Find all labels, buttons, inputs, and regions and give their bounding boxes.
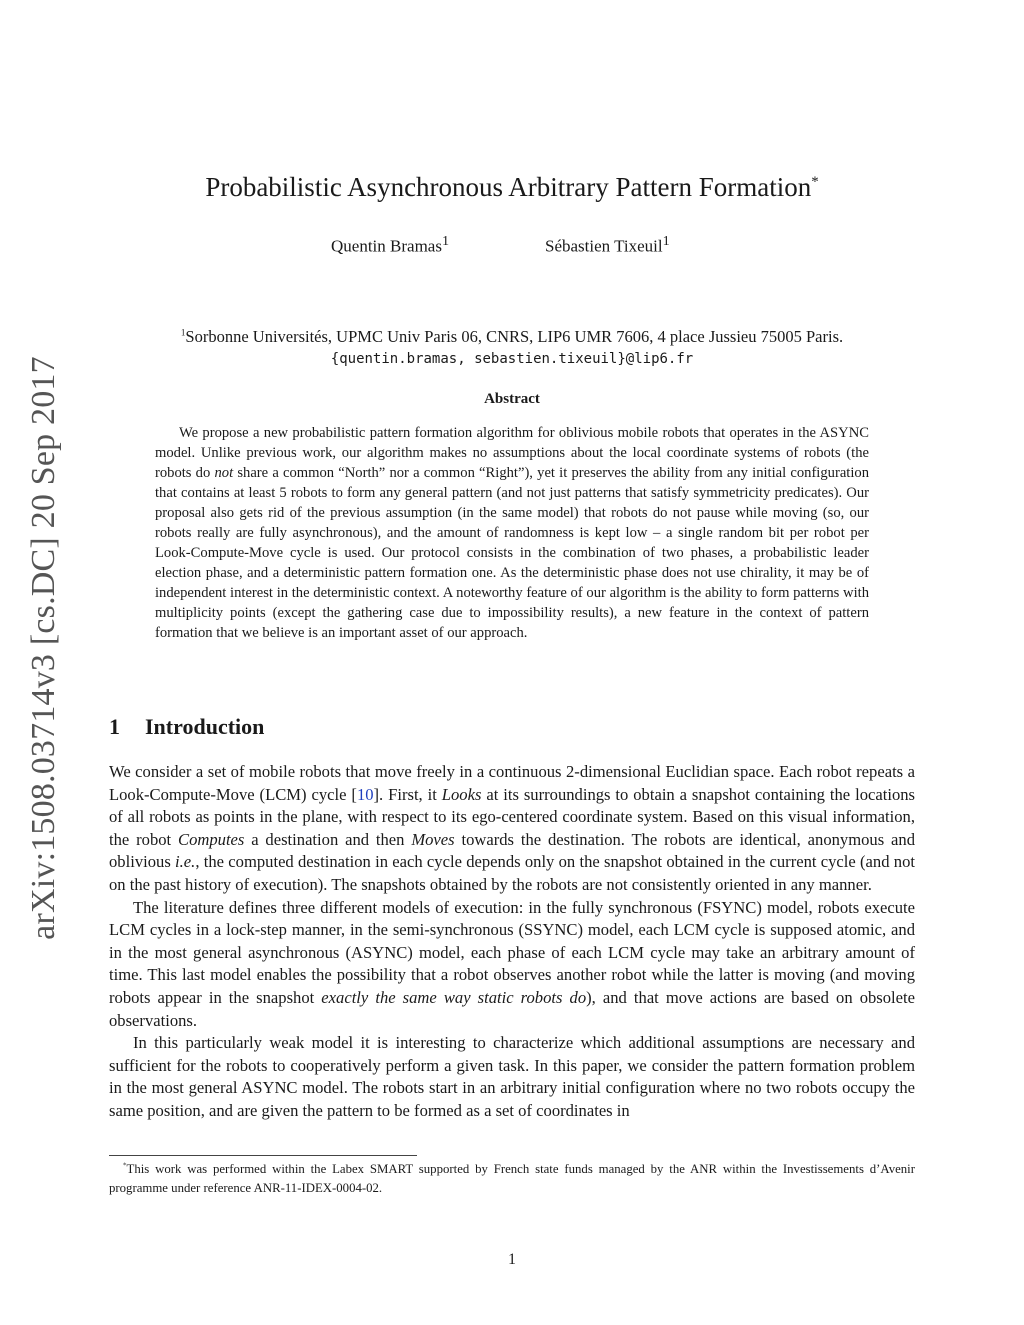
title-footnote-mark: * — [811, 174, 819, 190]
page-number: 1 — [508, 1251, 516, 1268]
affiliation: $^1$Sorbonne Universités, UPMC Univ Paris 06, CNRS, LIP6 UMR 7606, 4 place Jussieu 75005 Paris. {quentin.bramas, sebastien.tixeuil}@lip6.fr — [0, 326, 1024, 370]
section-body — [109, 761, 915, 1123]
affiliation-text: Sorbonne Universités, UPMC Univ Paris 06, CNRS, LIP6 UMR 7606, 4 place Jussieu 75005 Paris. — [185, 327, 844, 346]
author-2: Sébastien Tixeuil$^1$ — [545, 233, 670, 256]
author-1: Quentin Bramas$^1$ — [331, 233, 450, 256]
arxiv-identifier: arXiv:1508.03714v3 [cs.DC] 20 Sep 2017 — [25, 356, 62, 940]
abstract-text: We propose a new probabilistic pattern formation algorithm for oblivious mobile robots that operates in the ASYNC model. Unlike previous work, our algorithm makes no assumptions about the local coordinate systems of robots (the robots do not share a common “North” nor a common “Right”), yet it preserves the ability from any initial configuration that contains at least 5 robots to form any general pattern (and not just patterns that satisfy symmetricity predicates). Our proposal also gets rid of the previous assumption (in the same model) that robots do not pause while moving (so, our robots really are fully asynchronous), and the amount of randomness is kept low – a single random bit per robot per Look-Compute-Move cycle is used. Our protocol consists in the combination of two phases, a probabilistic leader election phase, and a deterministic pattern formation one. As the deterministic phase does not use chirality, it may be of independent interest in the deterministic context. A noteworthy feature of our algorithm is the ability to form patterns with multiplicity points (except the gathering case due to impossibility results), a new feature in the context of pattern formation that we believe is an important asset of our approach. — [155, 425, 869, 641]
citation-link[interactable]: 10 — [356, 784, 374, 804]
author-emails[interactable]: {quentin.bramas, sebastien.tixeuil}@lip6.fr — [330, 351, 694, 367]
paper-title: Probabilistic Asynchronous Arbitrary Pattern Formation* — [205, 172, 819, 202]
paragraph-2: The literature defines three different models of execution: in the fully synchronous (FSYNC) model, robots execute LCM cycles in a lock-step manner, in the semi-synchronous (SSYNC) model, each LCM cycle is supposed atomic, and in the most general asynchronous (ASYNC) model, each phase of each LCM cycle may take an arbitrary amount of time. This last model enables the possibility that a robot observes another robot while the latter is moving (and moving robots appear in the snapshot exactly the same way static robots do), and that move actions are based on obsolete observations. — [109, 897, 915, 1030]
abstract-heading: Abstract — [484, 391, 540, 407]
section-heading: 1 Introduction — [109, 714, 265, 739]
paragraph-3: In this particularly weak model it is interesting to characterize which additional assumptions are necessary and sufficient for the robots to cooperatively perform a given task. In this paper, we consider the pattern formation problem in the most general ASYNC model. The robots start in an arbitrary initial configuration where no two robots occupy the same position, and are given the pattern to be formed as a set of coordinates in — [109, 1033, 915, 1120]
paragraph-1: We consider a set of mobile robots that move freely in a continuous 2-dimensional Euclidian space. Each robot repeats a Look-Compute-Move (LCM) cycle [10]. First, it Looks at its surroundings to obtain a snapshot containing the locations of all robots as points in the plane, with respect to its ego-centered coordinate system. Based on this visual information, the robot Computes a destination and then Moves towards the destination. The robots are identical, anonymous and oblivious i.e., the computed destination in each cycle depends only on the snapshot obtained in the current cycle (and not on the past history of execution). The snapshots obtained by the robots are not consistently oriented in any manner. — [109, 762, 915, 894]
footnote-rule — [109, 1155, 417, 1156]
footnote: *This work was performed within the Labex SMART supported by French state funds managed by the ANR within the Investissements d’Avenir programme under reference ANR-11-IDEX-0004-02. — [109, 1161, 915, 1195]
